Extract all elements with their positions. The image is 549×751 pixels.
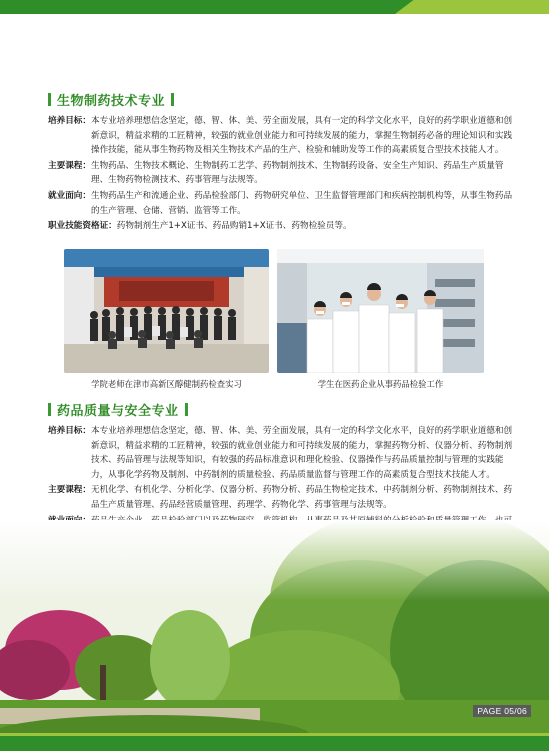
row-key: 主要课程： xyxy=(48,485,91,496)
row-key: 就业面向： xyxy=(48,190,91,201)
bottom-decorative-band xyxy=(0,733,549,751)
row-value: 药物制剂生产1+X证书、药品购销1+X证书、药物检验员等。 xyxy=(116,221,352,232)
row-key: 培养目标： xyxy=(48,426,91,436)
title-bar-right xyxy=(171,93,174,106)
title-bar-left xyxy=(48,93,51,106)
row-key: 职业技能资格证： xyxy=(48,221,117,232)
top-decorative-band xyxy=(0,0,549,14)
row-value: 本专业培养理想信念坚定，德、智、体、美、劳全面发展，具有一定的科学文化水平，良好的药学职业道德和创新意识，精益求精的工匠精神，较强的就业创业能力和可持续发展的能力，掌握药物分析、仪器分析、药物制剂技术、药品管理与法规等知识，有较强的药品标准意识和理化检验、仪器操作与药品质量控制与管理的实践能力，从事化学药物及制剂、中药制剂的质量检验、药品质量监督与管理工作的高素质复合型技术技能人才。 xyxy=(90,426,513,480)
row-key: 主要课程： xyxy=(48,160,91,171)
row-training-goal xyxy=(48,114,518,158)
section-title-bar xyxy=(48,90,518,108)
row-value: 无机化学、有机化学、分析化学、仪器分析、药物分析、药品生物检定技术、中药制剂分析、药物制剂技术、药品生产质量管理、药品经营质量管理、药理学、药物化学、药事管理与法规等。 xyxy=(90,485,513,510)
landscape-illustration xyxy=(0,520,549,751)
section-title-bar xyxy=(48,400,518,418)
section-title: 药品质量与安全专业 xyxy=(57,403,179,419)
row-certificates xyxy=(48,219,518,234)
photo-group-internship xyxy=(64,249,269,373)
row-key: 培养目标： xyxy=(48,116,91,126)
row-employment xyxy=(48,189,518,218)
photo-lab-inspection xyxy=(277,249,484,373)
row-value: 本专业培养理想信念坚定，德、智、体、美、劳全面发展，具有一定的科学文化水平，良好的药学职业道德和创新意识，精益求精的工匠精神，较强的就业创业能力和可持续发展的能力，掌握生物制药必备的理论知识和实践操作技能，能从事生物药物及相关生物技术产品的生产、检验和辅助发等工作的高素质复合型技术技能人才。 xyxy=(90,116,513,156)
row-main-courses xyxy=(48,483,518,512)
title-bar-left xyxy=(48,403,51,416)
section-bio-pharma xyxy=(48,90,518,235)
row-main-courses xyxy=(48,159,518,188)
photo-caption: 学生在医药企业从事药品检验工作 xyxy=(317,379,444,389)
page-number-label: PAGE 05/06 xyxy=(473,705,531,717)
section-title: 生物制药技术专业 xyxy=(57,93,166,109)
title-bar-right xyxy=(185,403,188,416)
row-value: 生物药品生产和流通企业、药品检验部门、药物研究单位、卫生监督管理部门和疾病控制机构等，从事生物药品的生产管理、仓储、营销、监管等工作。 xyxy=(90,190,513,216)
photo-caption: 学院老师在津市高新区醇健制药检查实习 xyxy=(91,379,242,389)
row-value: 生物药品、生物技术概论、生物制药工艺学、药物制剂技术、生物制药设备、安全生产知识、药品生产质量管理、生物药物检测技术、药事管理与法规等。 xyxy=(90,160,504,186)
row-training-goal xyxy=(48,424,518,482)
